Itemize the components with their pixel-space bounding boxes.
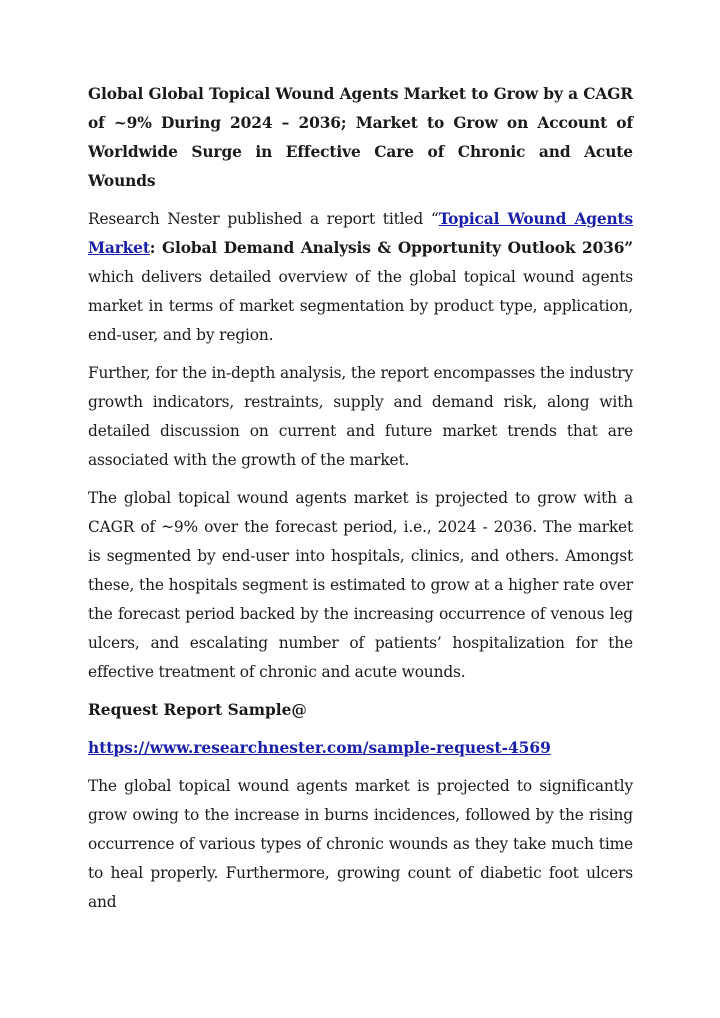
growth-paragraph: The global topical wound agents market is projected to significantly grow owing to the increase in burns incidences, followed by the rising occurrence of various types of chronic wounds as they take much time to heal properly. Furthermore, growing count of diabetic foot ulcers and	[88, 777, 633, 911]
intro-lead-text: Research Nester published a report titled “	[88, 210, 439, 228]
request-sample-heading: Request Report Sample@	[88, 701, 307, 719]
report-title-link[interactable]: Topical Wound Agents Market	[88, 210, 634, 257]
intro-paragraph	[88, 205, 633, 350]
analysis-paragraph: Further, for the in-depth analysis, the report encompasses the industry growth indicators, restraints, supply and demand risk, along with detailed discussion on current and future market trends that are associated with the growth of the market.	[88, 364, 633, 469]
document-title: Global Global Topical Wound Agents Market to Grow by a CAGR of ~9% During 2024 – 2036; Market to Grow on Account of Worldwide Surge in Effective Care of Chronic and Acute Wounds	[88, 85, 633, 190]
sample-request-link[interactable]: https://www.researchnester.com/sample-request-4569	[88, 739, 551, 757]
intro-tail-text: which delivers detailed overview of the global topical wound agents market in terms of market segmentation by product type, application, end-user, and by region.	[88, 268, 633, 344]
sample-url-line	[88, 734, 633, 763]
report-subtitle-text: : Global Demand Analysis & Opportunity Outlook 2036”	[149, 239, 633, 257]
cagr-paragraph: The global topical wound agents market is projected to grow with a CAGR of ~9% over the forecast period, i.e., 2024 - 2036. The market is segmented by end-user into hospitals, clinics, and others. Amongst these, the hospitals segment is estimated to grow at a higher rate over the forecast period backed by the increasing occurrence of venous leg ulcers, and escalating number of patients’ hospitalization for the effective treatment of chronic and acute wounds.	[88, 489, 633, 681]
document-page	[88, 80, 633, 926]
